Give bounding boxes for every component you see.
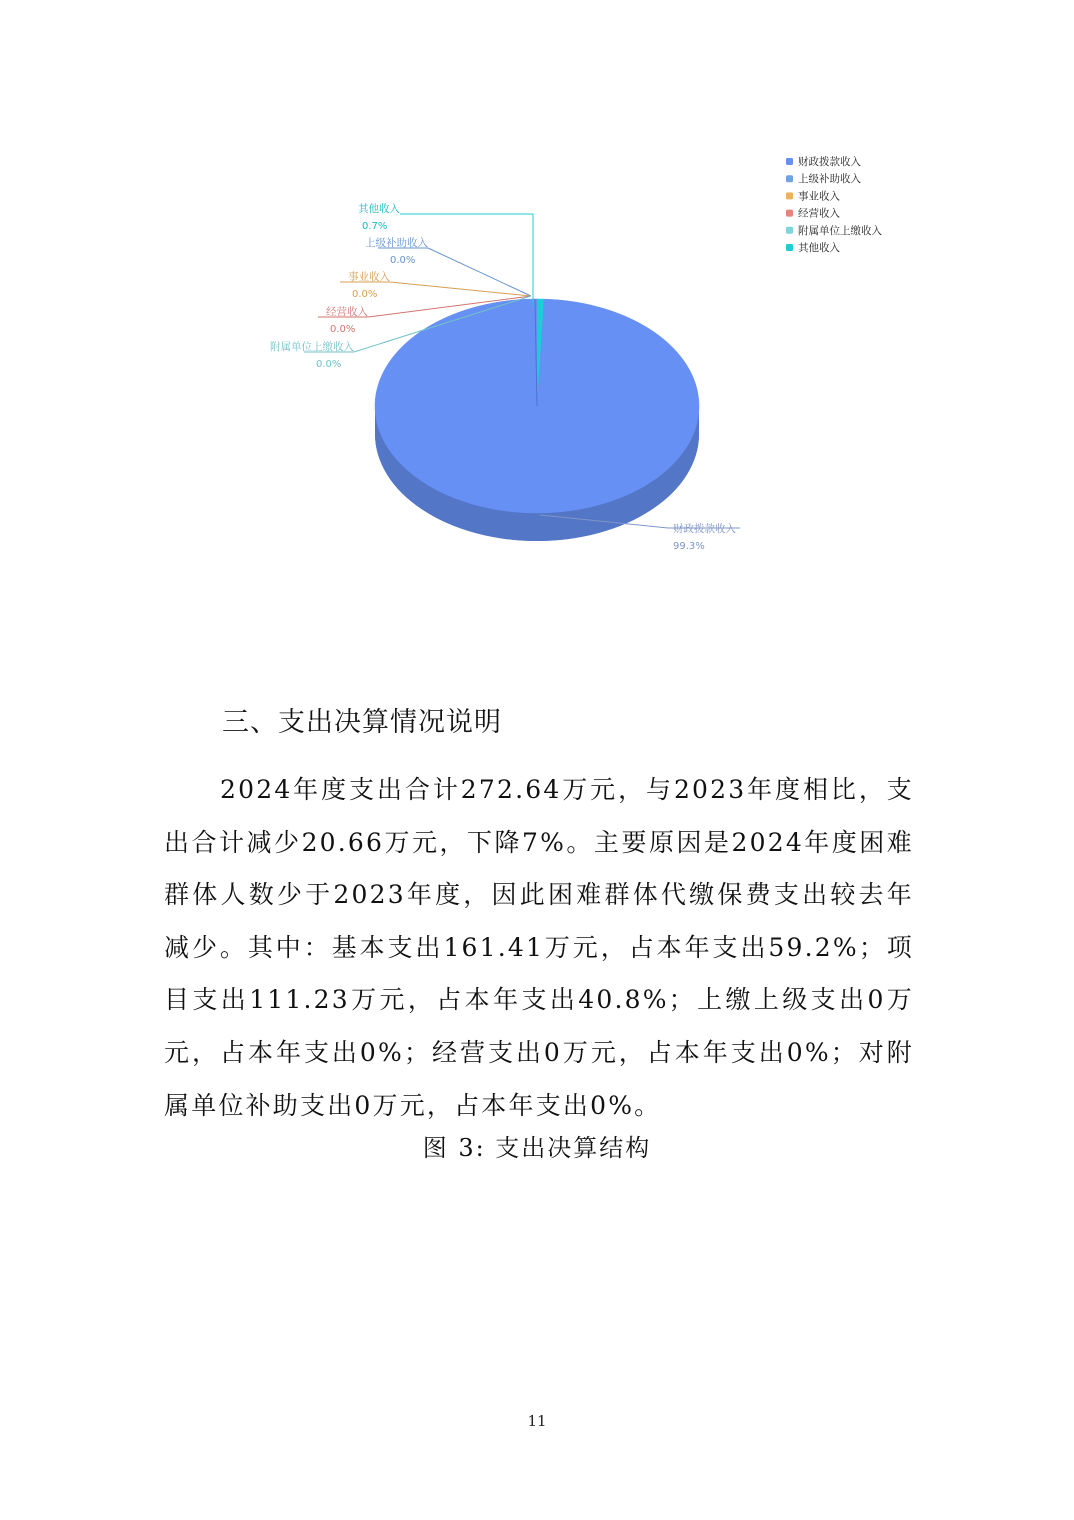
slice-label-name: 财政拨款收入 [673,523,736,535]
legend-swatch [786,175,793,182]
slice-label-name: 附属单位上缴收入 [270,341,354,353]
slice-label-value: 99.3% [673,541,705,552]
slice-label-value: 0.0% [390,255,416,266]
legend-swatch [786,210,793,217]
income-pie-chart [0,0,1074,620]
legend-item: 事业收入 [798,190,840,203]
legend-swatch [786,227,793,234]
slice-label-value: 0.7% [362,221,388,232]
page-number: 11 [527,1412,547,1430]
section-heading: 三、支出决算情况说明 [222,707,502,738]
legend-item: 附属单位上缴收入 [798,224,882,237]
slice-label-name: 经营收入 [326,306,368,318]
legend [786,155,882,254]
legend-swatch [786,244,793,251]
section-paragraph: 2024年度支出合计272.64万元，与2023年度相比，支出合计减少20.66万元，下降7%。主要原因是2024年度困难群体人数少于2023年度，因此困难群体代缴保费支出较去年减少。其中：基本支出161.41万元，占本年支出59.2%；项目支出111.23万元，占本年支出40.8%；上缴上级支出0万元，占本年支出0%；经营支出0万元，占本年支出0%；对附属单位补助支出0万元，占本年支出0%。 [164,775,914,1120]
legend-item: 其他收入 [798,242,840,254]
legend-item: 财政拨款收入 [798,156,861,168]
legend-item: 经营收入 [798,207,840,220]
slice-label-value: 0.0% [352,289,378,300]
legend-swatch [786,192,793,199]
slice-label-value: 0.0% [316,359,342,370]
pie-top [375,299,699,513]
legend-swatch [786,158,793,165]
figure-caption: 图 3: 支出决算结构 [422,1134,652,1162]
slice-label-value: 0.0% [330,324,356,335]
legend-item: 上级补助收入 [798,173,861,186]
slice-label-name: 其他收入 [358,203,400,215]
slice-label-name: 上级补助收入 [365,237,428,249]
slice-label-name: 事业收入 [348,271,390,283]
leader-series-5 [400,214,533,306]
